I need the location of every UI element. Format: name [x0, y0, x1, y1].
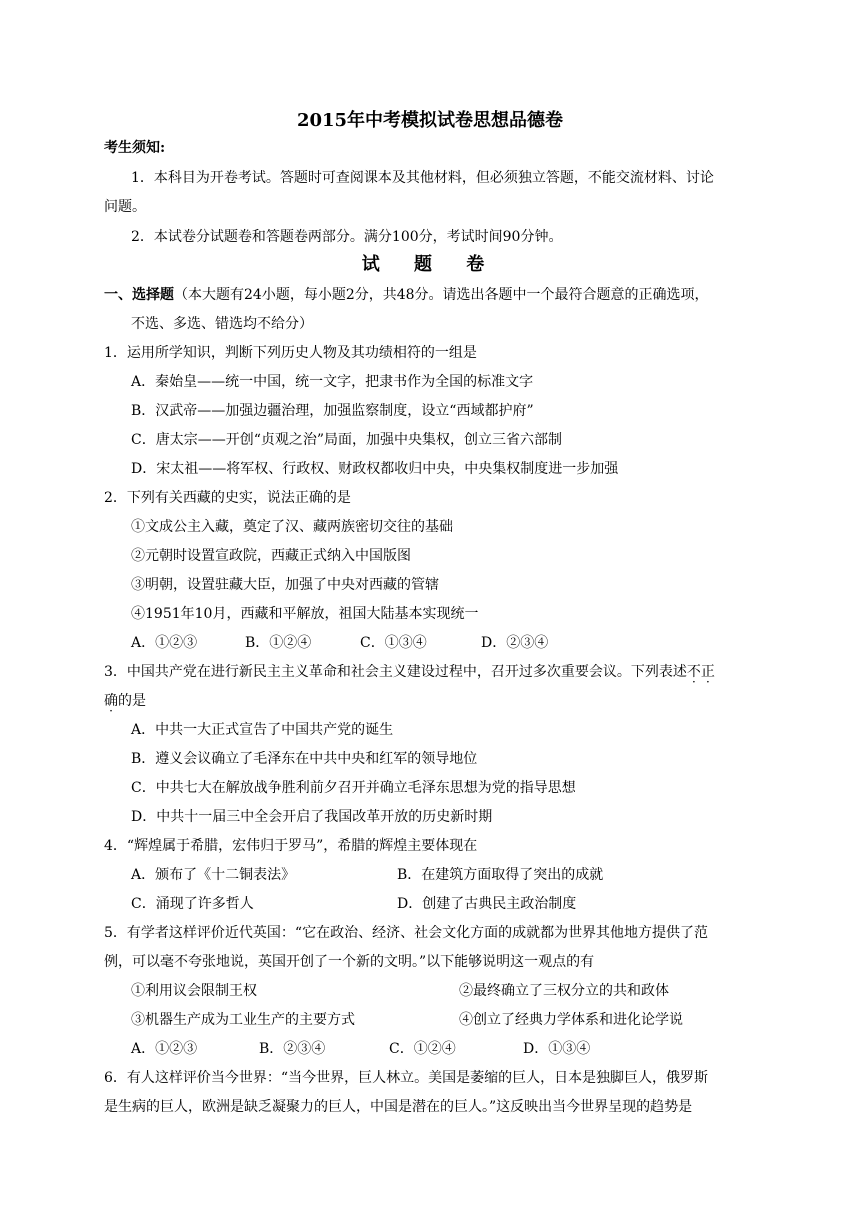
- question-3-stem-text: 3．中国共产党在进行新民主主义革命和社会主义建设过程中，召开过多次重要会议。下列表述: [104, 664, 687, 680]
- question-2-statement-1: ①文成公主入藏，奠定了汉、藏两族密切交往的基础: [131, 519, 453, 535]
- section-1-desc: （本大题有24小题，每小题2分，共48分。请选出各题中一个最符合题意的正确选项，: [174, 287, 709, 303]
- emphasis-char: 确: [104, 693, 118, 709]
- notice-item-2: 2．本试卷分试题卷和答题卷两部分。满分100分，考试时间90分钟。: [131, 229, 563, 245]
- question-2-statement-4: ④1951年10月，西藏和平解放，祖国大陆基本实现统一: [131, 606, 479, 622]
- question-4-option-d: D．创建了古典民主政治制度: [397, 896, 577, 912]
- question-4-option-b: B．在建筑方面取得了突出的成就: [397, 867, 604, 883]
- section-1-heading: 一、选择题: [104, 287, 174, 303]
- question-3-option-a: A．中共一大正式宣告了中国共产党的诞生: [131, 722, 394, 738]
- notice-item-1-cont: 问题。: [104, 199, 146, 215]
- question-3-stem-cont: [104, 691, 146, 711]
- question-1-option-c: C．唐太宗——开创“贞观之治”局面，加强中央集权，创立三省六部制: [131, 432, 563, 448]
- question-1-stem: 1．运用所学知识，判断下列历史人物及其功绩相符的一组是: [104, 345, 477, 361]
- question-5-option-a: A．①②③: [131, 1041, 198, 1057]
- question-2-option-b: B．①②④: [245, 635, 312, 651]
- question-2-statement-2: ②元朝时设置宣政院，西藏正式纳入中国版图: [131, 548, 411, 564]
- question-6-stem: 6．有人这样评价当今世界：“当今世界，巨人林立。美国是萎缩的巨人，日本是独脚巨人，俄罗斯: [104, 1070, 709, 1086]
- question-5-option-c: C．①②④: [389, 1041, 456, 1057]
- question-3-option-d: D．中共十一届三中全会开启了我国改革开放的历史新时期: [131, 809, 493, 825]
- emphasis-char: 不: [686, 664, 701, 680]
- page-title: 2015年中考模拟试卷思想品德卷: [296, 110, 564, 131]
- question-3-option-b: B．遵义会议确立了毛泽东在中共中央和红军的领导地位: [131, 751, 478, 767]
- notice-heading: 考生须知:: [104, 140, 166, 156]
- question-3-stem-end: 的是: [118, 693, 146, 709]
- section-title: 试 题 卷: [361, 254, 499, 275]
- question-1-option-b: B．汉武帝——加强边疆治理，加强监察制度，设立“西域都护府”: [131, 403, 534, 419]
- question-3-option-c: C．中共七大在解放战争胜利前夕召开并确立毛泽东思想为党的指导思想: [131, 780, 576, 796]
- question-3-stem: [104, 662, 715, 682]
- question-2-option-a: A．①②③: [131, 635, 198, 651]
- question-2-option-c: C．①③④: [360, 635, 427, 651]
- question-1-option-a: A．秦始皇——统一中国，统一文字，把隶书作为全国的标准文字: [131, 374, 534, 390]
- notice-item-1: 1．本科目为开卷考试。答题时可查阅课本及其他材料，但必须独立答题，不能交流材料、讨论: [131, 170, 714, 186]
- question-4-option-a: A．颁布了《十二铜表法》: [131, 867, 296, 883]
- question-5-stem: 5．有学者这样评价近代英国：“它在政治、经济、社会文化方面的成就都为世界其他地方提供了范: [104, 925, 709, 941]
- question-2-option-d: D．②③④: [481, 635, 549, 651]
- question-5-option-b: B．②③④: [259, 1041, 326, 1057]
- question-5-stem-cont: 例，可以毫不夸张地说，英国开创了一个新的文明。”以下能够说明这一观点的有: [104, 954, 595, 970]
- question-4-option-c: C．涌现了许多哲人: [131, 896, 254, 912]
- question-2-statement-3: ③明朝，设置驻藏大臣，加强了中央对西藏的管辖: [131, 577, 439, 593]
- question-5-statement-2: ②最终确立了三权分立的共和政体: [459, 983, 669, 999]
- question-6-stem-cont: 是生病的巨人，欧洲是缺乏凝聚力的巨人，中国是潜在的巨人。”这反映出当今世界呈现的趋势是: [104, 1099, 693, 1115]
- question-5-statement-3: ③机器生产成为工业生产的主要方式: [131, 1012, 355, 1028]
- question-5-option-d: D．①③④: [523, 1041, 591, 1057]
- section-1-desc-cont: 不选、多选、错选均不给分）: [131, 316, 313, 332]
- question-2-stem: 2．下列有关西藏的史实，说法正确的是: [104, 490, 351, 506]
- question-1-option-d: D．宋太祖——将军权、行政权、财政权都收归中央，中央集权制度进一步加强: [131, 461, 619, 477]
- question-5-statement-1: ①利用议会限制王权: [131, 983, 257, 999]
- question-4-stem: 4．“辉煌属于希腊，宏伟归于罗马”，希腊的辉煌主要体现在: [104, 838, 478, 854]
- question-5-statement-4: ④创立了经典力学体系和进化论学说: [459, 1012, 683, 1028]
- emphasis-char: 正: [700, 664, 715, 680]
- section-1-header: [104, 285, 709, 305]
